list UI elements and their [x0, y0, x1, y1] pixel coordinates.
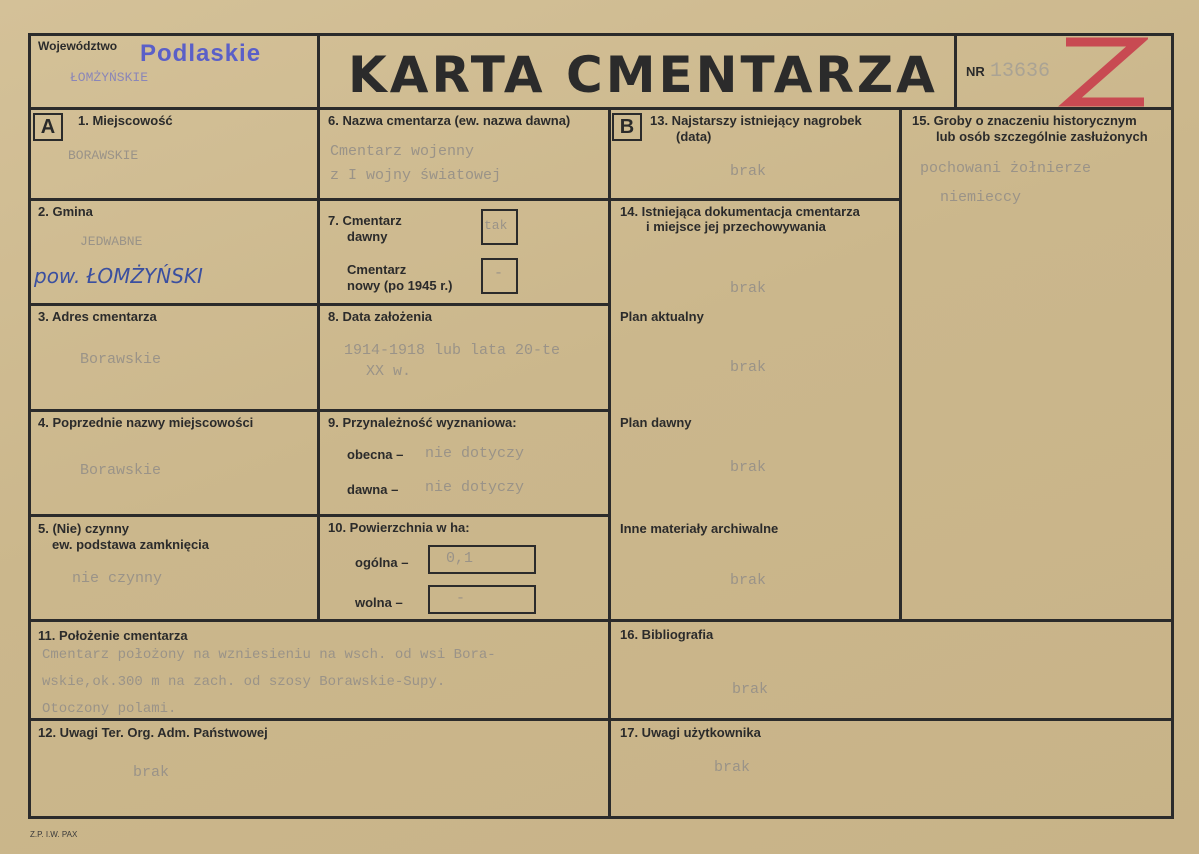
divider-col4: [899, 107, 902, 622]
row-b4: [317, 514, 610, 517]
plan-former-label: Plan dawny: [620, 415, 692, 430]
field-12-label: 12. Uwagi Ter. Org. Adm. Państwowej: [38, 725, 268, 740]
field-10-free-value: -: [456, 590, 466, 607]
field-13-value: brak: [730, 163, 767, 180]
field-15-label-line1: 15. Groby o znaczeniu historycznym: [912, 113, 1137, 128]
header-divider-1: [317, 33, 320, 620]
field-15-value-line2: niemieccy: [940, 189, 1022, 206]
field-17-label: 17. Uwagi użytkownika: [620, 725, 761, 740]
field-6-value-line1: Cmentarz wojenny: [330, 143, 475, 160]
divider-col3: [608, 107, 611, 819]
row-c1: [608, 198, 901, 201]
field-2-handwritten: pow. ŁOMŻYŃSKI: [34, 264, 203, 288]
row-a1: [28, 198, 319, 201]
printer-imprint: Z.P. I.W. PAX: [30, 830, 78, 839]
field-17-value: brak: [714, 759, 751, 776]
field-10-free-box: [428, 585, 536, 614]
plan-current-value: brak: [730, 359, 767, 376]
red-z-mark: [1058, 36, 1148, 110]
other-materials-label: Inne materiały archiwalne: [620, 521, 779, 536]
field-8-value-line2: XX w.: [366, 363, 412, 380]
voivodeship-typed: ŁOMŻYŃSKIE: [70, 70, 149, 85]
plan-current-label: Plan aktualny: [620, 309, 704, 324]
field-7-new-label-line1: Cmentarz: [347, 262, 407, 277]
plan-former-value: brak: [730, 459, 767, 476]
field-6-label: 6. Nazwa cmentarza (ew. nazwa dawna): [328, 113, 571, 128]
field-12-value: brak: [133, 764, 170, 781]
row-a4: [28, 514, 319, 517]
field-7-new-label-line2: nowy (po 1945 r.): [347, 278, 453, 293]
field-11-value-line3: Otoczony polami.: [42, 701, 177, 717]
voivodeship-stamp: Podlaskie: [140, 40, 262, 67]
field-6-value-line2: z I wojny światowej: [330, 167, 502, 184]
field-7-old-label-line2: dawny: [347, 229, 388, 244]
field-4-value: Borawskie: [80, 462, 162, 479]
field-9-current-value: nie dotyczy: [425, 445, 525, 462]
section-a-marker: A: [33, 113, 63, 141]
voivodeship-label: Województwo: [38, 39, 118, 53]
field-13-label-line2: (data): [676, 129, 712, 144]
field-14-value: brak: [730, 280, 767, 297]
frame-right: [1171, 33, 1174, 819]
number-value: 13636: [990, 60, 1051, 83]
card-title: KARTA CMENTARZA: [348, 46, 938, 104]
frame-bottom: [28, 816, 1174, 819]
field-15-label-line2: lub osób szczególnie zasłużonych: [936, 129, 1148, 144]
field-3-label: 3. Adres cmentarza: [38, 309, 157, 324]
mark-letter: [1140, 86, 1141, 106]
row-b3: [317, 409, 610, 412]
header-divider-2: [954, 33, 957, 109]
number-label: NR: [966, 64, 985, 79]
section-b-marker: B: [612, 113, 642, 141]
field-3-value: Borawskie: [80, 351, 162, 368]
header-bottom: [28, 107, 1174, 110]
field-9-current-label: obecna –: [347, 447, 404, 462]
field-10-label: 10. Powierzchnia w ha:: [328, 520, 470, 535]
field-9-former-label: dawna –: [347, 482, 399, 497]
field-11-value-line2: wskie,ok.300 m na zach. od szosy Borawskie-Supy.: [42, 674, 446, 690]
field-14-label-line1: 14. Istniejąca dokumentacja cmentarza: [620, 204, 860, 219]
row-full-2: [28, 718, 1174, 721]
row-a2: [28, 303, 319, 306]
row-b2: [317, 303, 610, 306]
field-11-label: 11. Położenie cmentarza: [38, 628, 188, 643]
field-5-label-line2: ew. podstawa zamknięcia: [52, 537, 210, 552]
field-7-old-value: tak: [484, 218, 508, 233]
row-b1: [317, 198, 610, 201]
field-7-new-value: -: [494, 265, 504, 282]
field-16-value: brak: [732, 681, 769, 698]
field-2-value: JEDWABNE: [80, 234, 143, 249]
field-10-total-box: [428, 545, 536, 574]
field-10-free-label: wolna –: [355, 595, 403, 610]
row-a3: [28, 409, 319, 412]
field-5-value: nie czynny: [72, 570, 163, 587]
field-16-label: 16. Bibliografia: [620, 627, 714, 642]
field-2-label: 2. Gmina: [38, 204, 93, 219]
field-9-former-value: nie dotyczy: [425, 479, 525, 496]
field-11-value-line1: Cmentarz położony na wzniesieniu na wsch. od wsi Bora-: [42, 647, 496, 663]
field-8-value-line1: 1914-1918 lub lata 20-te: [344, 342, 561, 359]
field-1-label: 1. Miejscowość: [78, 113, 173, 128]
field-1-value: BORAWSKIE: [68, 148, 139, 163]
field-10-total-value: 0,1: [446, 550, 474, 567]
field-7-old-label-line1: 7. Cmentarz: [328, 213, 402, 228]
row-full-1: [28, 619, 1174, 622]
field-13-label-line1: 13. Najstarszy istniejący nagrobek: [650, 113, 862, 128]
field-15-value-line1: pochowani żołnierze: [920, 160, 1092, 177]
field-5-label-line1: 5. (Nie) czynny: [38, 521, 130, 536]
field-10-total-label: ogólna –: [355, 555, 409, 570]
other-materials-value: brak: [730, 572, 767, 589]
field-4-label: 4. Poprzednie nazwy miejscowości: [38, 415, 254, 430]
field-14-label-line2: i miejsce jej przechowywania: [646, 219, 826, 234]
frame-top: [28, 33, 1174, 36]
frame-left: [28, 33, 31, 819]
field-8-label: 8. Data założenia: [328, 309, 433, 324]
field-9-label: 9. Przynależność wyznaniowa:: [328, 415, 517, 430]
